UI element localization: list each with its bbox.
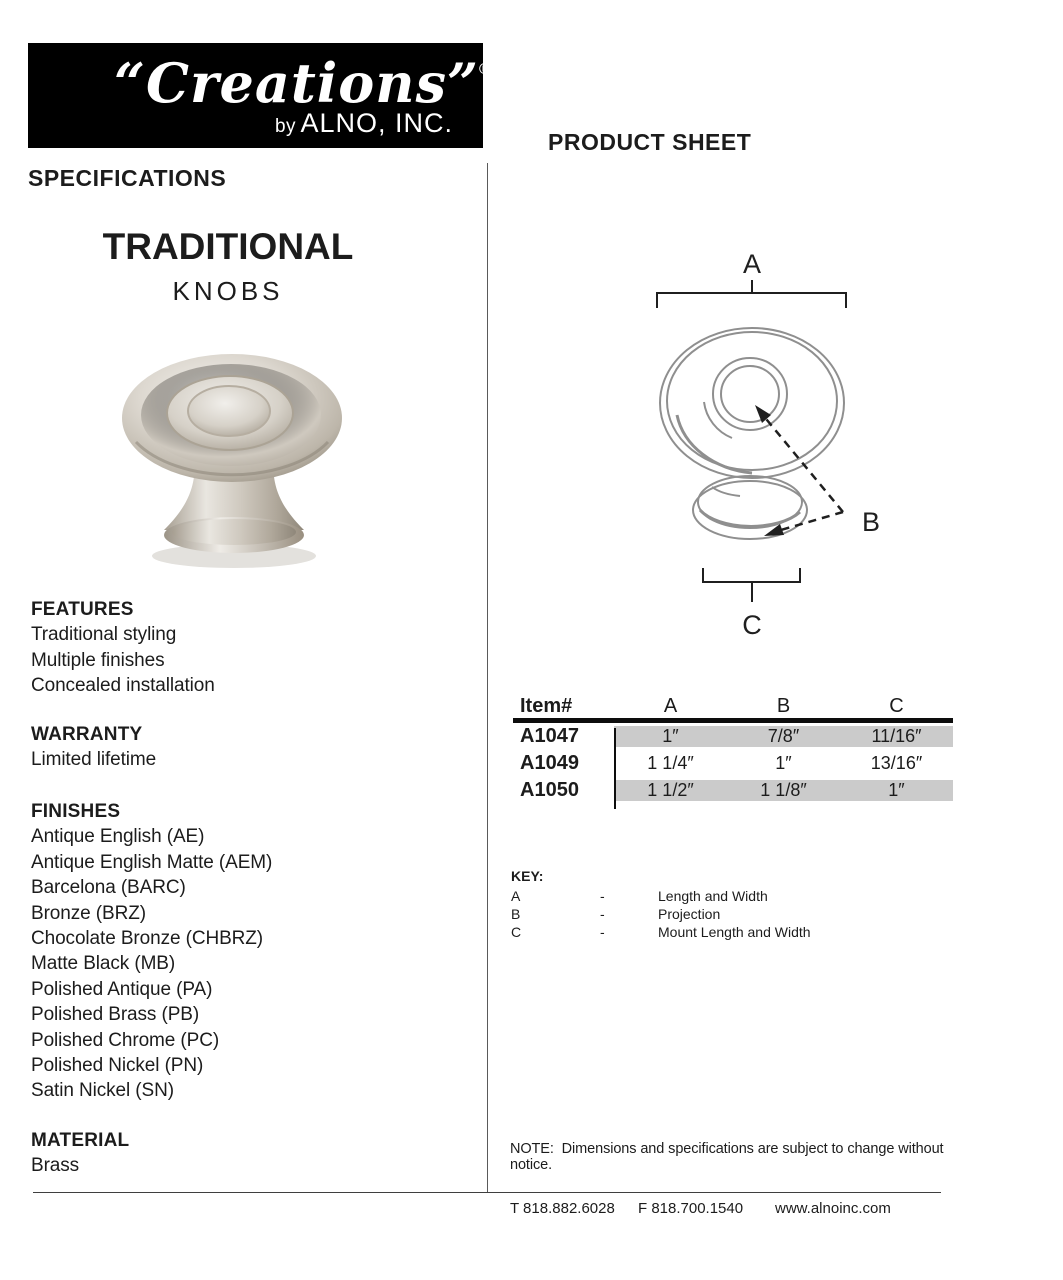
finish-item: Matte Black (MB) (31, 953, 176, 975)
table-header-item: Item# (520, 695, 573, 717)
dim-c-value: 1″ (840, 780, 953, 801)
material-heading: MATERIAL (31, 1130, 130, 1151)
key-separator: - (600, 924, 605, 940)
logo-byline (275, 108, 453, 139)
key-letter: C (511, 924, 522, 940)
features-heading: FEATURES (31, 599, 134, 620)
logo-wordmark: “Creations” (114, 51, 480, 115)
dimension-label-b: B (862, 507, 881, 537)
finish-item: Polished Chrome (PC) (31, 1029, 220, 1051)
photo-knob-dome (188, 386, 270, 436)
key-separator: - (600, 906, 605, 922)
finish-item: Barcelona (BARC) (31, 877, 186, 899)
dim-c-value: 11/16″ (840, 726, 953, 747)
feature-item: Concealed installation (31, 675, 215, 697)
item-number: A1047 (520, 725, 579, 747)
key-separator: - (600, 888, 605, 904)
finish-item: Polished Nickel (PN) (31, 1055, 204, 1077)
footer-contact-info (510, 1200, 891, 1217)
item-number: A1050 (520, 779, 579, 801)
dim-a-value: 1″ (614, 726, 727, 747)
page-title: TRADITIONAL (102, 226, 354, 267)
table-column-divider (614, 728, 616, 809)
key-heading: KEY: (511, 868, 544, 884)
finish-item: Chocolate Bronze (CHBRZ) (31, 928, 264, 950)
page-subtitle: KNOBS (172, 276, 284, 306)
warranty-item: Limited lifetime (31, 749, 157, 771)
logo-by-text: by (274, 116, 297, 137)
finish-item: Bronze (BRZ) (31, 902, 146, 924)
footer-fax: F 818.700.1540 (638, 1200, 744, 1217)
table-header-a: A (663, 695, 678, 717)
warranty-section (31, 722, 471, 773)
finish-item: Polished Brass (PB) (31, 1004, 200, 1026)
key-entry (511, 887, 951, 905)
dimension-diagram (600, 240, 950, 660)
key-description: Length and Width (658, 888, 768, 904)
finish-item: Antique English (AE) (31, 826, 205, 848)
dim-b-value: 1″ (775, 753, 792, 773)
key-entry (511, 905, 951, 923)
dim-a-value: 1 1/2″ (614, 780, 727, 801)
key-description: Projection (658, 906, 721, 922)
registered-trademark-symbol: ® (479, 61, 492, 78)
footer-phone: T 818.882.6028 (510, 1200, 615, 1217)
table-header-row (513, 694, 953, 723)
key-section (511, 867, 951, 941)
material-section (31, 1128, 471, 1179)
feature-item: Multiple finishes (31, 649, 165, 671)
key-description: Mount Length and Width (658, 924, 811, 940)
dimensions-table (513, 694, 953, 804)
warranty-heading: WARRANTY (31, 724, 143, 745)
dimension-b-leaders (762, 414, 843, 532)
features-section (31, 597, 471, 699)
specifications-heading: SPECIFICATIONS (28, 165, 227, 191)
dim-a-value: 1 1/4″ (647, 753, 694, 773)
dimension-c-bracket (703, 568, 800, 602)
column-divider-line (487, 163, 488, 1192)
finish-item: Polished Antique (PA) (31, 978, 213, 1000)
material-item: Brass (31, 1155, 80, 1177)
finish-item: Antique English Matte (AEM) (31, 851, 273, 873)
dim-b-value: 1 1/8″ (727, 780, 840, 801)
diagram-knob-outline (660, 328, 844, 539)
dim-b-value: 7/8″ (727, 726, 840, 747)
key-letter: A (511, 888, 521, 904)
dimension-a-bracket (657, 280, 846, 308)
item-number: A1049 (520, 752, 579, 774)
feature-item: Traditional styling (31, 624, 177, 646)
dim-c-value: 13/16″ (870, 753, 923, 773)
key-letter: B (511, 906, 521, 922)
footer-rule-line (33, 1192, 941, 1193)
dimension-label-a: A (742, 249, 762, 279)
table-row (513, 723, 953, 750)
disclaimer-note: NOTE: Dimensions and specifications are subject to change without notice. (510, 1141, 948, 1173)
dimension-label-c: C (742, 610, 762, 640)
product-sheet-heading: PRODUCT SHEET (548, 129, 752, 155)
finishes-section (31, 799, 471, 1104)
footer-website: www.alnoinc.com (775, 1200, 891, 1217)
table-header-b: B (776, 695, 791, 717)
photo-knob-base-top (172, 519, 296, 545)
table-header-c: C (889, 695, 904, 717)
table-row (513, 750, 953, 777)
table-row (513, 777, 953, 804)
finish-item: Satin Nickel (SN) (31, 1080, 174, 1102)
finishes-heading: FINISHES (31, 801, 121, 822)
key-entry (511, 923, 951, 941)
product-photo-knob (116, 332, 374, 578)
title-block (28, 226, 428, 307)
logo-company-name: ALNO, INC. (300, 108, 453, 138)
creations-logo (28, 43, 492, 148)
logo-script-text (114, 51, 492, 115)
